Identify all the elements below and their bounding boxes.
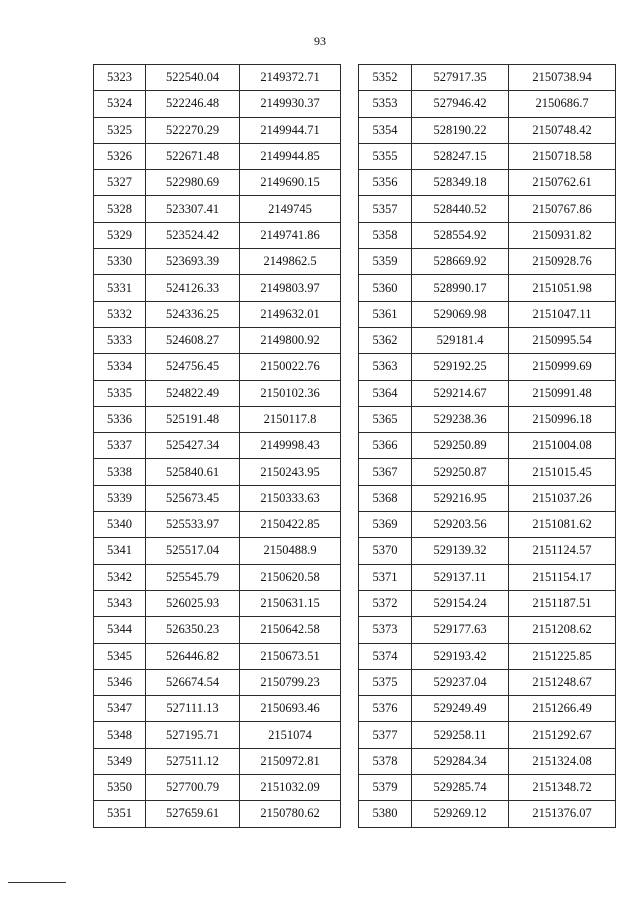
y-coordinate-cell: 2150422.85 — [240, 512, 341, 538]
y-coordinate-cell: 2150718.58 — [509, 143, 616, 169]
y-coordinate-cell: 2150767.86 — [509, 196, 616, 222]
point-number-cell: 5341 — [94, 538, 146, 564]
table-row — [359, 406, 616, 432]
table-row — [359, 512, 616, 538]
table-row — [359, 117, 616, 143]
point-number-cell: 5338 — [94, 459, 146, 485]
page-number: 93 — [314, 34, 326, 48]
x-coordinate-cell: 529237.04 — [412, 669, 509, 695]
y-coordinate-cell: 2150243.95 — [240, 459, 341, 485]
x-coordinate-cell: 529238.36 — [412, 406, 509, 432]
table-row — [94, 301, 341, 327]
table-row — [359, 301, 616, 327]
table-row — [94, 564, 341, 590]
y-coordinate-cell: 2151154.17 — [509, 564, 616, 590]
x-coordinate-cell: 526674.54 — [146, 669, 240, 695]
y-coordinate-cell: 2151124.57 — [509, 538, 616, 564]
y-coordinate-cell: 2151047.11 — [509, 301, 616, 327]
point-number-cell: 5351 — [94, 801, 146, 827]
point-number-cell: 5358 — [359, 222, 412, 248]
point-number-cell: 5355 — [359, 143, 412, 169]
x-coordinate-cell: 529177.63 — [412, 617, 509, 643]
point-number-cell: 5361 — [359, 301, 412, 327]
point-number-cell: 5346 — [94, 669, 146, 695]
table-row — [359, 65, 616, 91]
x-coordinate-cell: 523307.41 — [146, 196, 240, 222]
x-coordinate-cell: 529250.87 — [412, 459, 509, 485]
point-number-cell: 5369 — [359, 512, 412, 538]
point-number-cell: 5329 — [94, 222, 146, 248]
point-number-cell: 5365 — [359, 406, 412, 432]
y-coordinate-cell: 2151376.07 — [509, 801, 616, 827]
y-coordinate-cell: 2150928.76 — [509, 249, 616, 275]
y-coordinate-cell: 2150799.23 — [240, 669, 341, 695]
point-number-cell: 5354 — [359, 117, 412, 143]
point-number-cell: 5332 — [94, 301, 146, 327]
x-coordinate-cell: 529069.98 — [412, 301, 509, 327]
y-coordinate-cell: 2150738.94 — [509, 65, 616, 91]
table-row — [359, 91, 616, 117]
table-row — [94, 512, 341, 538]
x-coordinate-cell: 522980.69 — [146, 170, 240, 196]
x-coordinate-cell: 529249.49 — [412, 696, 509, 722]
point-number-cell: 5374 — [359, 643, 412, 669]
table-row — [94, 590, 341, 616]
y-coordinate-cell: 2151015.45 — [509, 459, 616, 485]
x-coordinate-cell: 527111.13 — [146, 696, 240, 722]
x-coordinate-cell: 529139.32 — [412, 538, 509, 564]
table-row — [94, 643, 341, 669]
y-coordinate-cell: 2149632.01 — [240, 301, 341, 327]
x-coordinate-cell: 526446.82 — [146, 643, 240, 669]
coordinates-table-right — [358, 64, 616, 828]
point-number-cell: 5364 — [359, 380, 412, 406]
y-coordinate-cell: 2151051.98 — [509, 275, 616, 301]
x-coordinate-cell: 527700.79 — [146, 775, 240, 801]
table-row — [359, 748, 616, 774]
y-coordinate-cell: 2150117.8 — [240, 406, 341, 432]
table-row — [359, 196, 616, 222]
point-number-cell: 5343 — [94, 590, 146, 616]
x-coordinate-cell: 529269.12 — [412, 801, 509, 827]
x-coordinate-cell: 529154.24 — [412, 590, 509, 616]
x-coordinate-cell: 527917.35 — [412, 65, 509, 91]
y-coordinate-cell: 2151187.51 — [509, 590, 616, 616]
x-coordinate-cell: 527511.12 — [146, 748, 240, 774]
table-row — [359, 459, 616, 485]
table-row — [359, 222, 616, 248]
point-number-cell: 5373 — [359, 617, 412, 643]
y-coordinate-cell: 2149803.97 — [240, 275, 341, 301]
x-coordinate-cell: 525840.61 — [146, 459, 240, 485]
x-coordinate-cell: 529285.74 — [412, 775, 509, 801]
y-coordinate-cell: 2150762.61 — [509, 170, 616, 196]
x-coordinate-cell: 529214.67 — [412, 380, 509, 406]
y-coordinate-cell: 2150686.7 — [509, 91, 616, 117]
y-coordinate-cell: 2151292.67 — [509, 722, 616, 748]
coordinates-table-left — [93, 64, 341, 828]
x-coordinate-cell: 525545.79 — [146, 564, 240, 590]
y-coordinate-cell: 2151266.49 — [509, 696, 616, 722]
table-row — [94, 748, 341, 774]
x-coordinate-cell: 524126.33 — [146, 275, 240, 301]
y-coordinate-cell: 2149372.71 — [240, 65, 341, 91]
point-number-cell: 5375 — [359, 669, 412, 695]
y-coordinate-cell: 2151225.85 — [509, 643, 616, 669]
y-coordinate-cell: 2150333.63 — [240, 485, 341, 511]
x-coordinate-cell: 525517.04 — [146, 538, 240, 564]
table-row — [359, 564, 616, 590]
x-coordinate-cell: 524608.27 — [146, 327, 240, 353]
x-coordinate-cell: 524822.49 — [146, 380, 240, 406]
point-number-cell: 5348 — [94, 722, 146, 748]
table-row — [94, 91, 341, 117]
point-number-cell: 5366 — [359, 433, 412, 459]
x-coordinate-cell: 525427.34 — [146, 433, 240, 459]
table-row — [359, 643, 616, 669]
x-coordinate-cell: 524336.25 — [146, 301, 240, 327]
point-number-cell: 5371 — [359, 564, 412, 590]
x-coordinate-cell: 528669.92 — [412, 249, 509, 275]
y-coordinate-cell: 2150999.69 — [509, 354, 616, 380]
table-row — [359, 170, 616, 196]
y-coordinate-cell: 2151248.67 — [509, 669, 616, 695]
x-coordinate-cell: 525533.97 — [146, 512, 240, 538]
point-number-cell: 5363 — [359, 354, 412, 380]
y-coordinate-cell: 2150931.82 — [509, 222, 616, 248]
x-coordinate-cell: 528349.18 — [412, 170, 509, 196]
table-row — [359, 380, 616, 406]
y-coordinate-cell: 2151032.09 — [240, 775, 341, 801]
x-coordinate-cell: 529192.25 — [412, 354, 509, 380]
table-row — [359, 249, 616, 275]
table-row — [359, 485, 616, 511]
y-coordinate-cell: 2150991.48 — [509, 380, 616, 406]
y-coordinate-cell: 2151037.26 — [509, 485, 616, 511]
x-coordinate-cell: 528554.92 — [412, 222, 509, 248]
table-row — [359, 617, 616, 643]
point-number-cell: 5378 — [359, 748, 412, 774]
table-row — [94, 433, 341, 459]
point-number-cell: 5327 — [94, 170, 146, 196]
x-coordinate-cell: 528247.15 — [412, 143, 509, 169]
point-number-cell: 5342 — [94, 564, 146, 590]
point-number-cell: 5379 — [359, 775, 412, 801]
point-number-cell: 5376 — [359, 696, 412, 722]
point-number-cell: 5370 — [359, 538, 412, 564]
point-number-cell: 5347 — [94, 696, 146, 722]
table-row — [94, 275, 341, 301]
y-coordinate-cell: 2151081.62 — [509, 512, 616, 538]
point-number-cell: 5380 — [359, 801, 412, 827]
y-coordinate-cell: 2149690.15 — [240, 170, 341, 196]
table-row — [359, 327, 616, 353]
x-coordinate-cell: 525191.48 — [146, 406, 240, 432]
y-coordinate-cell: 2149741.86 — [240, 222, 341, 248]
y-coordinate-cell: 2149745 — [240, 196, 341, 222]
table-row — [94, 538, 341, 564]
table-row — [359, 775, 616, 801]
y-coordinate-cell: 2150996.18 — [509, 406, 616, 432]
table-row — [94, 485, 341, 511]
y-coordinate-cell: 2150022.76 — [240, 354, 341, 380]
footnote-rule — [8, 882, 66, 883]
x-coordinate-cell: 522246.48 — [146, 91, 240, 117]
x-coordinate-cell: 522540.04 — [146, 65, 240, 91]
table-row — [359, 538, 616, 564]
y-coordinate-cell: 2149800.92 — [240, 327, 341, 353]
table-row — [94, 406, 341, 432]
table-row — [94, 459, 341, 485]
y-coordinate-cell: 2151324.08 — [509, 748, 616, 774]
x-coordinate-cell: 522270.29 — [146, 117, 240, 143]
point-number-cell: 5362 — [359, 327, 412, 353]
y-coordinate-cell: 2150693.46 — [240, 696, 341, 722]
table-row — [94, 801, 341, 827]
point-number-cell: 5368 — [359, 485, 412, 511]
x-coordinate-cell: 526025.93 — [146, 590, 240, 616]
table-row — [94, 617, 341, 643]
x-coordinate-cell: 529216.95 — [412, 485, 509, 511]
y-coordinate-cell: 2150642.58 — [240, 617, 341, 643]
y-coordinate-cell: 2149930.37 — [240, 91, 341, 117]
table-row — [94, 65, 341, 91]
x-coordinate-cell: 522671.48 — [146, 143, 240, 169]
y-coordinate-cell: 2151074 — [240, 722, 341, 748]
table-row — [94, 143, 341, 169]
y-coordinate-cell: 2150102.36 — [240, 380, 341, 406]
table-row — [94, 327, 341, 353]
y-coordinate-cell: 2149944.71 — [240, 117, 341, 143]
x-coordinate-cell: 525673.45 — [146, 485, 240, 511]
point-number-cell: 5336 — [94, 406, 146, 432]
y-coordinate-cell: 2151348.72 — [509, 775, 616, 801]
y-coordinate-cell: 2150995.54 — [509, 327, 616, 353]
table-row — [359, 722, 616, 748]
x-coordinate-cell: 523524.42 — [146, 222, 240, 248]
point-number-cell: 5344 — [94, 617, 146, 643]
x-coordinate-cell: 529181.4 — [412, 327, 509, 353]
point-number-cell: 5353 — [359, 91, 412, 117]
x-coordinate-cell: 528990.17 — [412, 275, 509, 301]
table-row — [359, 143, 616, 169]
x-coordinate-cell: 529137.11 — [412, 564, 509, 590]
table-row — [94, 669, 341, 695]
y-coordinate-cell: 2151004.08 — [509, 433, 616, 459]
point-number-cell: 5360 — [359, 275, 412, 301]
point-number-cell: 5335 — [94, 380, 146, 406]
point-number-cell: 5324 — [94, 91, 146, 117]
table-row — [94, 722, 341, 748]
point-number-cell: 5326 — [94, 143, 146, 169]
x-coordinate-cell: 529203.56 — [412, 512, 509, 538]
point-number-cell: 5330 — [94, 249, 146, 275]
table-row — [94, 222, 341, 248]
table-row — [94, 117, 341, 143]
point-number-cell: 5340 — [94, 512, 146, 538]
x-coordinate-cell: 528190.22 — [412, 117, 509, 143]
table-row — [94, 775, 341, 801]
x-coordinate-cell: 527946.42 — [412, 91, 509, 117]
x-coordinate-cell: 527659.61 — [146, 801, 240, 827]
y-coordinate-cell: 2151208.62 — [509, 617, 616, 643]
y-coordinate-cell: 2149998.43 — [240, 433, 341, 459]
table-row — [94, 380, 341, 406]
x-coordinate-cell: 529250.89 — [412, 433, 509, 459]
x-coordinate-cell: 523693.39 — [146, 249, 240, 275]
point-number-cell: 5372 — [359, 590, 412, 616]
y-coordinate-cell: 2150673.51 — [240, 643, 341, 669]
point-number-cell: 5359 — [359, 249, 412, 275]
x-coordinate-cell: 528440.52 — [412, 196, 509, 222]
table-row — [359, 275, 616, 301]
y-coordinate-cell: 2150631.15 — [240, 590, 341, 616]
table-row — [94, 196, 341, 222]
point-number-cell: 5334 — [94, 354, 146, 380]
y-coordinate-cell: 2150972.81 — [240, 748, 341, 774]
point-number-cell: 5325 — [94, 117, 146, 143]
point-number-cell: 5331 — [94, 275, 146, 301]
table-row — [359, 433, 616, 459]
table-row — [359, 696, 616, 722]
table-row — [359, 590, 616, 616]
x-coordinate-cell: 526350.23 — [146, 617, 240, 643]
table-row — [359, 354, 616, 380]
table-row — [94, 354, 341, 380]
x-coordinate-cell: 529258.11 — [412, 722, 509, 748]
table-row — [94, 696, 341, 722]
y-coordinate-cell: 2149862.5 — [240, 249, 341, 275]
y-coordinate-cell: 2149944.85 — [240, 143, 341, 169]
y-coordinate-cell: 2150620.58 — [240, 564, 341, 590]
point-number-cell: 5356 — [359, 170, 412, 196]
point-number-cell: 5337 — [94, 433, 146, 459]
y-coordinate-cell: 2150748.42 — [509, 117, 616, 143]
table-row — [94, 170, 341, 196]
x-coordinate-cell: 529193.42 — [412, 643, 509, 669]
x-coordinate-cell: 527195.71 — [146, 722, 240, 748]
x-coordinate-cell: 529284.34 — [412, 748, 509, 774]
point-number-cell: 5328 — [94, 196, 146, 222]
point-number-cell: 5352 — [359, 65, 412, 91]
point-number-cell: 5367 — [359, 459, 412, 485]
y-coordinate-cell: 2150488.9 — [240, 538, 341, 564]
point-number-cell: 5350 — [94, 775, 146, 801]
table-row — [359, 669, 616, 695]
table-row — [94, 249, 341, 275]
point-number-cell: 5345 — [94, 643, 146, 669]
point-number-cell: 5323 — [94, 65, 146, 91]
x-coordinate-cell: 524756.45 — [146, 354, 240, 380]
point-number-cell: 5339 — [94, 485, 146, 511]
point-number-cell: 5333 — [94, 327, 146, 353]
point-number-cell: 5349 — [94, 748, 146, 774]
point-number-cell: 5357 — [359, 196, 412, 222]
table-row — [359, 801, 616, 827]
y-coordinate-cell: 2150780.62 — [240, 801, 341, 827]
point-number-cell: 5377 — [359, 722, 412, 748]
